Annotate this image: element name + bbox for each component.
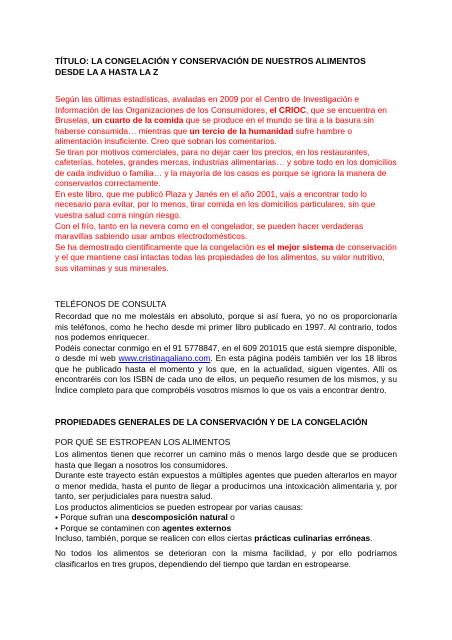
porque-section — [55, 449, 397, 544]
intro-paragraph-3: En este libro, que me publicó Plaza y Janés en el año 2001, vais a encontrar todo lo necesario para evitar, por lo menos, tirar comida en los domicilios particulares, sin que vuestra salud corra ningún riesgo. — [55, 188, 376, 221]
intro-bold-crioc: el CRIOC — [269, 104, 306, 115]
intro-paragraph-4: Con el frío, tanto en la nevera como en el congelador, se pueden hacer verdaderas maravillas sabiendo usar ambos electrodomésticos. — [55, 220, 364, 242]
porque-text: Incluso, también, porque se realicen con ellos ciertas — [55, 533, 255, 544]
porque-paragraph-3: Los productos alimenticios se pueden estropear por varias causas: — [55, 501, 304, 512]
bullet-bold: descomposición natural — [131, 512, 228, 523]
intro-paragraph-2: Se tiran por motivos comerciales, para no dejar caer los precios, en los restaurantes, cafeterías, hoteles, grandes mercas, industrias alimentarias… y sobre todo en los domicilios de cada individuo o familia… y la mayoría de los casos es porque se ignora la manera de conservarlos correctamente. — [55, 146, 397, 189]
intro-text: , que se encuentra en Bruselas, — [55, 104, 387, 126]
bullet-text: o — [227, 512, 235, 523]
telefonos-section — [55, 311, 397, 395]
closing-paragraph: No todos los alimentos se deterioran con la misma facilidad, y por ello podríamos clasificarlos en tres grupos, dependiendo del tiempo que tardan en estropearse. — [55, 548, 397, 569]
intro-section — [55, 94, 397, 273]
bullet-item — [55, 512, 397, 523]
intro-text: Se ha demostrado científicamente que la congelación es — [55, 241, 268, 252]
intro-text: de conservación y el que mantiene casi intactas todas las propiedades de los alimentos, su valor nutritivo, sus vitaminas y sus minerales. — [55, 241, 397, 273]
intro-bold-cuarto: un cuarto de la comida — [92, 115, 184, 126]
bullet-bold: agentes externos — [162, 522, 232, 533]
bullet-text: • Porque se contaminen con — [55, 522, 163, 533]
porque-paragraph-2: Durante este trayecto están expuestos a múltiples agentes que pueden alterarlos en mayor o menor medida, hasta el punto de llegar a producirnos una intoxicación alimentaria y, por tanto, ser perjudiciales para nuestra salud. — [55, 470, 397, 502]
porque-paragraph-4 — [55, 533, 397, 544]
intro-text: que se produce en el mundo se tira a la basura sin haberse consumida… mientras que — [55, 115, 374, 136]
telefonos-paragraph-2 — [55, 343, 397, 396]
intro-paragraph-5 — [55, 242, 397, 274]
intro-paragraph-1 — [55, 94, 397, 147]
telefonos-paragraph-1: Recordad que no me molestáis en absoluto, porque si así fuera, yo no os proporcionaría mis teléfonos, como he hecho desde mi primer libro publicado en 1997. Al contrario, todos nos podemos enriquecer. — [55, 311, 397, 343]
bullet-item — [55, 523, 397, 534]
document-title: TÍTULO: LA CONGELACIÓN Y CONSERVACIÓN DE NUESTROS ALIMENTOS DESDE LA A HASTA LA Z — [55, 56, 366, 77]
porque-heading: POR QUÉ SE ESTROPEAN LOS ALIMENTOS — [55, 437, 231, 447]
telefonos-heading: TELÉFONOS DE CONSULTA — [55, 299, 167, 309]
bullet-text: • Porque sufran una — [55, 512, 132, 523]
website-link[interactable]: www.cristinagaliano.com — [118, 353, 211, 364]
porque-text: . — [370, 533, 373, 544]
propiedades-heading: PROPIEDADES GENERALES DE LA CONSERVACIÓN Y DE LA CONGELACIÓN — [55, 417, 368, 427]
telefonos-text: . En esta página podéis también ver los 18 libros que he publicado hasta el momento y los que, en la actualidad, siguen vigentes. Allí os encontraréis con los ISBN de cada uno de ellos, un pequeño resumen de los mismos, y su Índice completo para que comprobéis vosotros mismos lo que os vais a encontrar dentro. — [55, 353, 397, 395]
porque-bold: prácticas culinarias erróneas — [254, 533, 371, 544]
intro-bold-tercio: un tercio de la humanidad — [189, 125, 294, 136]
telefonos-text: Podéis conectar conmigo en el 91 5778847, en el 609 201015 que está siempre disponible, o desde mi web — [55, 342, 397, 364]
intro-text: Según las últimas estadísticas, avaladas en 2009 por el Centro de Investigación e Información de las Organizaciones de los Consumidores, — [55, 94, 360, 115]
porque-paragraph-1: Los alimentos tienen que recorrer un camino más o menos largo desde que se producen hasta que llegan a nosotros los consumidores. — [55, 449, 397, 470]
intro-bold-mejor-sistema: el mejor sistema — [267, 241, 334, 252]
intro-text: sufre hambre o alimentación insuficiente. Creo que sobran los comentarios. — [55, 125, 352, 147]
